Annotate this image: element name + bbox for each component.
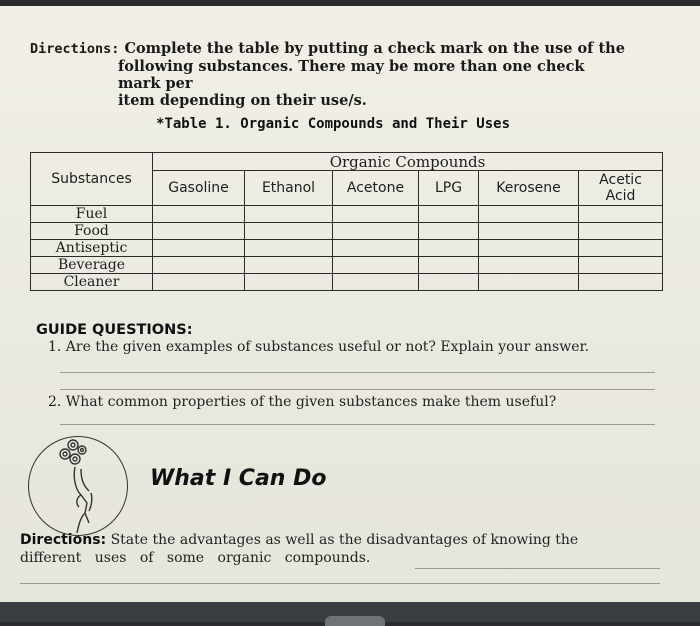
check-cell[interactable] <box>579 240 663 257</box>
check-cell[interactable] <box>479 240 579 257</box>
check-cell[interactable] <box>419 257 479 274</box>
check-cell[interactable] <box>245 206 333 223</box>
organic-compounds-table <box>30 152 663 291</box>
check-cell[interactable] <box>419 206 479 223</box>
check-cell[interactable] <box>333 274 419 291</box>
check-cell[interactable] <box>153 257 245 274</box>
table-row <box>31 206 663 223</box>
answer-line[interactable] <box>20 583 660 584</box>
guide-question-1: 1. Are the given examples of substances useful or not? Explain your answer. <box>48 339 590 355</box>
check-cell[interactable] <box>479 274 579 291</box>
column-header-ethanol: Ethanol <box>245 171 333 206</box>
worksheet-page <box>0 6 700 602</box>
check-cell[interactable] <box>479 257 579 274</box>
organic-compounds-header: Organic Compounds <box>153 153 663 171</box>
check-cell[interactable] <box>419 223 479 240</box>
check-cell[interactable] <box>333 240 419 257</box>
row-label-food: Food <box>31 223 153 240</box>
check-cell[interactable] <box>479 223 579 240</box>
check-cell[interactable] <box>479 206 579 223</box>
table-row <box>31 240 663 257</box>
check-cell[interactable] <box>579 274 663 291</box>
directions-line-3: item depending on their use/s. <box>118 92 367 109</box>
answer-line[interactable] <box>60 372 655 373</box>
check-cell[interactable] <box>419 274 479 291</box>
check-cell[interactable] <box>153 206 245 223</box>
guide-question-2: 2. What common properties of the given substances make them useful? <box>48 394 557 410</box>
column-header-acetone: Acetone <box>333 171 419 206</box>
activity-directions-label: Directions: <box>20 532 107 548</box>
activity-directions-line-2: different uses of some organic compounds. <box>20 550 371 566</box>
directions-label: Directions: <box>30 41 120 57</box>
guide-questions-title: GUIDE QUESTIONS: <box>36 322 193 338</box>
table-row <box>31 223 663 240</box>
screen-bottom-bar <box>0 602 700 622</box>
directions-block <box>30 40 630 109</box>
check-cell[interactable] <box>153 223 245 240</box>
table-title: *Table 1. Organic Compounds and Their Uses <box>156 116 511 132</box>
column-header-acetic-acid <box>579 171 663 206</box>
row-label-cleaner: Cleaner <box>31 274 153 291</box>
row-label-antiseptic: Antiseptic <box>31 240 153 257</box>
activity-directions-line-1: State the advantages as well as the disadvantages of knowing the <box>110 532 579 548</box>
hand-with-gears-icon <box>28 436 128 536</box>
column-header-lpg: LPG <box>419 171 479 206</box>
answer-line[interactable] <box>415 568 660 569</box>
check-cell[interactable] <box>333 223 419 240</box>
column-header-kerosene: Kerosene <box>479 171 579 206</box>
check-cell[interactable] <box>245 223 333 240</box>
check-cell[interactable] <box>333 257 419 274</box>
check-cell[interactable] <box>245 240 333 257</box>
check-cell[interactable] <box>153 274 245 291</box>
check-cell[interactable] <box>333 206 419 223</box>
acetic-acid-label: Acetic Acid <box>599 172 642 204</box>
answer-line[interactable] <box>60 389 655 390</box>
row-label-beverage: Beverage <box>31 257 153 274</box>
directions-line-1: Complete the table by putting a check mark on the use of the <box>124 40 625 57</box>
check-cell[interactable] <box>419 240 479 257</box>
check-cell[interactable] <box>245 257 333 274</box>
check-cell[interactable] <box>153 240 245 257</box>
what-i-can-do-title: What I Can Do <box>150 466 327 491</box>
directions-line-2: following substances. There may be more than one check mark per <box>118 58 585 92</box>
check-cell[interactable] <box>579 257 663 274</box>
check-cell[interactable] <box>579 223 663 240</box>
table-row <box>31 274 663 291</box>
home-indicator <box>325 616 385 626</box>
answer-line[interactable] <box>60 424 655 425</box>
check-cell[interactable] <box>245 274 333 291</box>
column-header-gasoline: Gasoline <box>153 171 245 206</box>
substances-header: Substances <box>31 153 153 206</box>
check-cell[interactable] <box>579 206 663 223</box>
table-row <box>31 257 663 274</box>
activity-directions <box>20 531 665 567</box>
row-label-fuel: Fuel <box>31 206 153 223</box>
